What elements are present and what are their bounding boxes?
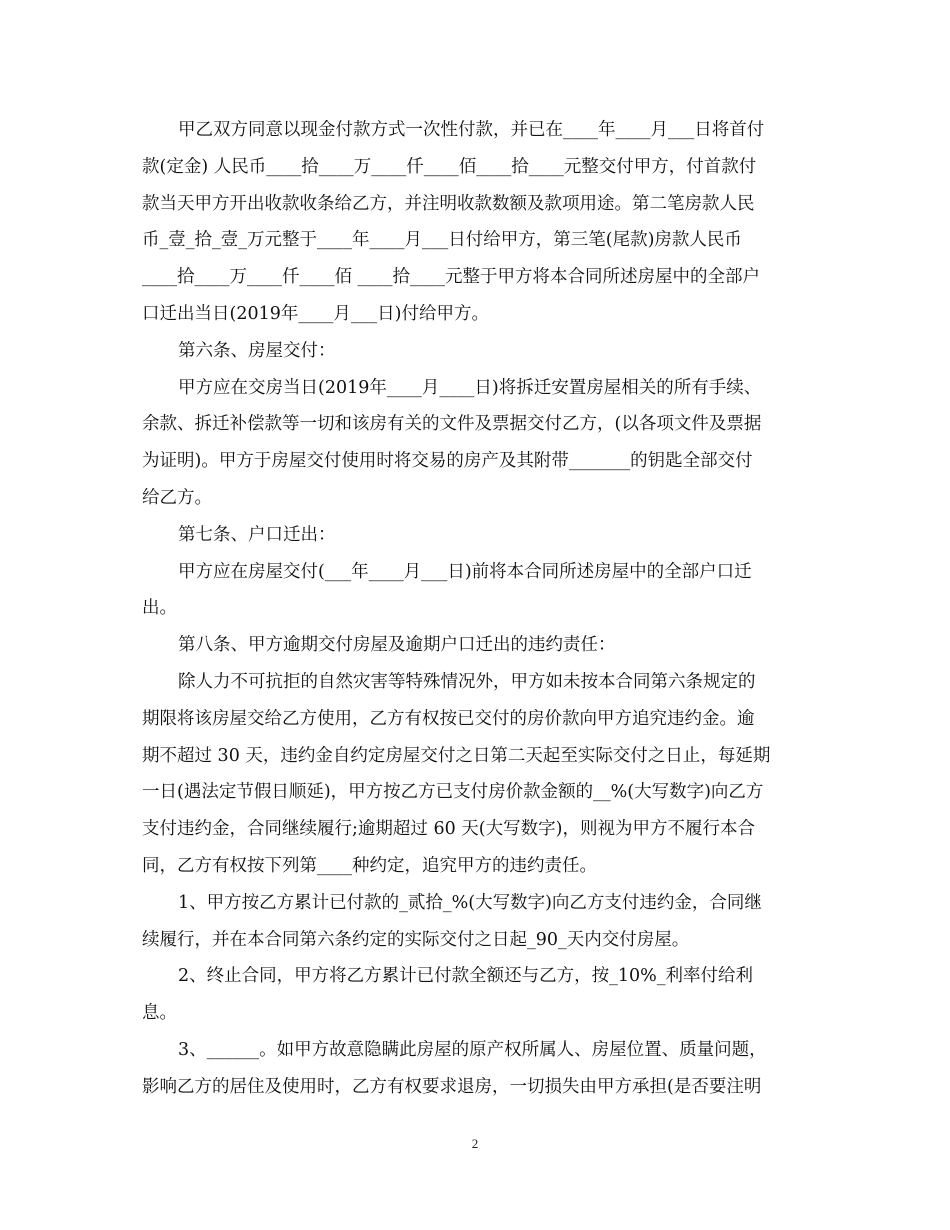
page-number: 2: [471, 1136, 479, 1151]
text-line: 出。: [142, 598, 177, 619]
text-line: ____拾____万____仟____佰 ____拾____元整于甲方将本合同所述房屋中的全部户: [142, 267, 761, 288]
text-line: 款(定金) 人民币____拾____万____仟____佰____拾____元整交付甲方，付首款付: [142, 156, 757, 177]
list-item-1: [142, 885, 808, 959]
section-heading: 第八条、甲方逾期交付房屋及逾期户口迁出的违约责任：: [178, 635, 616, 656]
contract-body: [142, 112, 808, 1106]
text-line: 影响乙方的居住及使用时，乙方有权要求退房，一切损失由甲方承担(是否要注明: [142, 1076, 762, 1097]
text-line: 同，乙方有权按下列第____种约定，追究甲方的违约责任。: [142, 855, 597, 876]
paragraph-article-8: [142, 664, 808, 885]
text-line: 除人力不可抗拒的自然灾害等特殊情况外，甲方如未按本合同第六条规定的: [178, 671, 756, 692]
section-heading: 第七条、户口迁出：: [178, 524, 336, 545]
article-6-heading: [142, 333, 808, 370]
text-line: 2、终止合同，甲方将乙方累计已付款全额还与乙方，按_10%_利率付给利: [178, 966, 754, 987]
list-item-3: [142, 1032, 808, 1106]
text-line: 给乙方。: [142, 487, 212, 508]
text-line: 款当天甲方开出收款收条给乙方，并注明收款数额及款项用途。第二笔房款人民: [142, 193, 755, 214]
text-line: 续履行，并在本合同第六条约定的实际交付之日起_90_天内交付房屋。: [142, 929, 690, 950]
paragraph-article-7: [142, 554, 808, 628]
article-7-heading: [142, 517, 808, 554]
text-line: 期限将该房屋交给乙方使用，乙方有权按已交付的房价款向甲方追究违约金。逾: [142, 708, 755, 729]
text-line: 口迁出当日(2019年____月___日)付给甲方。: [142, 303, 489, 324]
article-8-heading: [142, 627, 808, 664]
paragraph-article-6: [142, 370, 808, 517]
text-line: 余款、拆迁补偿款等一切和该房有关的文件及票据交付乙方，(以各项文件及票据: [142, 414, 762, 435]
text-line: 甲乙双方同意以现金付款方式一次性付款，并已在____年____月___日将首付: [178, 120, 765, 140]
text-line: 币_壹_拾_壹_万元整于____年____月___日付给甲方，第三笔(尾款)房款人民币: [142, 230, 742, 251]
text-line: 甲方应在房屋交付(___年____月___日)前将本合同所述房屋中的全部户口迁: [178, 561, 752, 582]
text-line: 一日(遇法定节假日顺延)，甲方按乙方已支付房价款金额的__%(大写数字)向乙方: [142, 782, 764, 803]
list-item-2: [142, 958, 808, 1032]
text-line: 期不超过 30 天，违约金自约定房屋交付之日第二天起至实际交付之日止，每延期: [142, 745, 771, 766]
text-line: 1、甲方按乙方累计已付款的_贰拾_%(大写数字)向乙方支付违约金，合同继: [178, 892, 762, 913]
text-line: 甲方应在交房当日(2019年____月____日)将拆迁安置房屋相关的所有手续、: [178, 377, 762, 398]
text-line: 3、______。如甲方故意隐瞒此房屋的原产权所属人、房屋位置、质量问题，: [178, 1039, 767, 1060]
text-line: 为证明)。甲方于房屋交付使用时将交易的房产及其附带_______的钥匙全部交付: [142, 451, 753, 472]
paragraph-payment: [142, 112, 808, 333]
section-heading: 第六条、房屋交付：: [178, 340, 336, 361]
text-line: 支付违约金，合同继续履行;逾期超过 60 天(大写数字)，则视为甲方不履行本合: [142, 819, 755, 840]
text-line: 息。: [142, 1003, 177, 1024]
